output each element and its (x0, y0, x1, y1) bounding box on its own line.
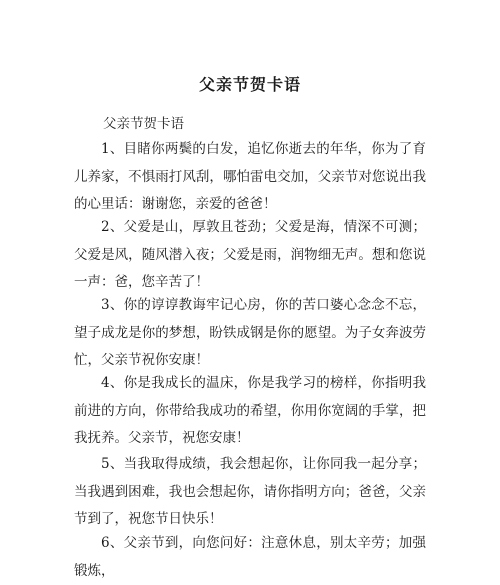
paragraph-6: 6、父亲节到，向您问好：注意休息，别太辛劳；加强锻炼， (74, 535, 426, 579)
paragraph-1: 1、目睹你两鬓的白发，追忆你逝去的年华，你为了育儿养家，不惧雨打风刮，哪怕雷电交加，父亲节对您说出我的心里话：谢谢您，亲爱的爸爸！ (74, 141, 426, 212)
document-title: 父亲节贺卡语 (198, 75, 301, 94)
paragraph-5: 5、当我取得成绩，我会想起你，让你同我一起分享；当我遇到困难，我也会想起你，请你指明方向；爸爸，父亲节到了，祝您节日快乐！ (74, 456, 426, 527)
paragraph-4: 4、你是我成长的温床，你是我学习的榜样，你指明我前进的方向，你带给我成功的希望，你用你宽阔的手掌，把我抚养。父亲节，祝您安康！ (74, 375, 426, 446)
document-subtitle: 父亲节贺卡语 (103, 116, 184, 132)
paragraph-2: 2、父爱是山，厚敦且苍劲；父爱是海，情深不可测；父爱是风，随风潜入夜；父爱是雨，润物细无声。想和您说一声：爸，您辛苦了！ (74, 219, 426, 290)
paragraph-3: 3、你的谆谆教诲牢记心房，你的苦口婆心念念不忘，望子成龙是你的梦想，盼铁成钢是你的愿望。为子女奔波劳忙，父亲节祝你安康！ (74, 297, 426, 368)
